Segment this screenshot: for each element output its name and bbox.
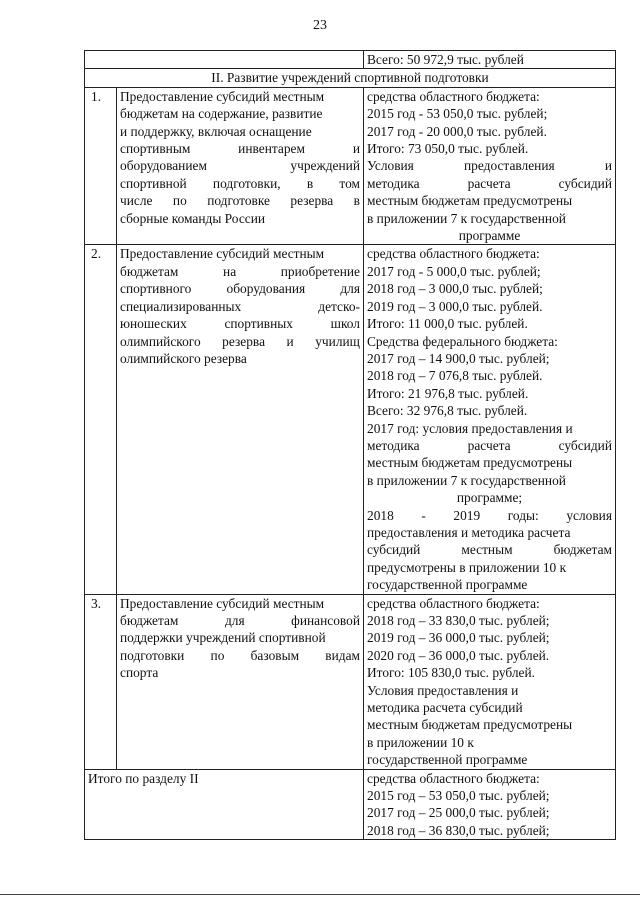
text-line: 2019 год – 36 000,0 тыс. рублей; (367, 630, 550, 646)
text-line: специализированных детско- (120, 298, 360, 314)
text-line: 2017 год – 14 900,0 тыс. рублей; (367, 350, 550, 366)
text-line: в приложении 7 к государственной (367, 472, 566, 488)
table-row (85, 87, 616, 245)
empty-cell (85, 51, 364, 69)
text-line: спортивным инвентарем и (120, 141, 360, 157)
text-line: Предоставление субсидий местным (120, 595, 325, 611)
section-title: II. Развитие учреждений спортивной подготовки (85, 69, 616, 87)
text-line: поддержки учреждений спортивной (120, 630, 326, 646)
text-line: государственной программе (367, 752, 528, 768)
text-line: 2018 год – 7 076,8 тыс. рублей. (367, 368, 543, 384)
text-line: 2017 год - 20 000,0 тыс. рублей. (367, 123, 547, 139)
text-line: оборудованием учреждений (120, 158, 360, 174)
text-line: 2018 - 2019 годы: условия (367, 507, 612, 523)
text-line: юношеских спортивных школ (120, 316, 360, 332)
text-line: Итого: 73 050,0 тыс. рублей. (367, 141, 529, 157)
text-line: предоставления и методика расчета (367, 524, 571, 540)
text-line: бюджетам на приобретение (120, 263, 360, 279)
row-number: 1. (85, 87, 117, 245)
text-line: числе по подготовке резерва в (120, 193, 360, 209)
text-line: предусмотрены в приложении 10 к (367, 559, 567, 575)
text-line: бюджетам для финансовой (120, 613, 360, 628)
text-line: Итого: 105 830,0 тыс. рублей. (367, 665, 536, 681)
text-line: программе; (456, 490, 523, 506)
text-line: 2017 год: условия предоставления и (367, 420, 573, 436)
text-line: бюджетам на содержание, развитие (120, 106, 323, 122)
page-number: 23 (313, 18, 327, 33)
section-header-row (85, 69, 616, 87)
text-line: средства областного бюджета: (367, 770, 540, 786)
text-line: олимпийского резерва (120, 350, 247, 366)
text-line: 2015 год – 53 050,0 тыс. рублей; (367, 788, 550, 804)
text-line: спортивного оборудования для (120, 281, 360, 297)
section-total-row (85, 769, 616, 840)
table-row (85, 594, 616, 769)
funding-cell (364, 594, 616, 769)
text-line: 2017 год - 5 000,0 тыс. рублей; (367, 263, 541, 279)
text-line: 2018 год – 33 830,0 тыс. рублей; (367, 613, 550, 628)
text-line: подготовки по базовым видам (120, 647, 360, 663)
measure-name (117, 594, 364, 769)
text-line: методика расчета субсидий (367, 700, 523, 716)
text-line: местным бюджетам предусмотрены (367, 455, 573, 471)
text-line: спорта (120, 665, 159, 681)
text-line: 2015 год - 53 050,0 тыс. рублей; (367, 106, 548, 122)
text-line: Предоставление субсидий местным (120, 88, 325, 104)
measure-name (117, 245, 364, 594)
text-line: Предоставление субсидий местным (120, 246, 325, 262)
text-line: средства областного бюджета: (367, 88, 540, 104)
table-row (85, 245, 616, 594)
text-line: в приложении 10 к (367, 734, 474, 750)
section-total-label: Итого по разделу II (85, 769, 364, 840)
row-number: 3. (85, 594, 117, 769)
text-line: 2019 год – 3 000,0 тыс. рублей. (367, 298, 543, 314)
top-total-cell: Всего: 50 972,9 тыс. рублей (364, 51, 616, 69)
text-line: средства областного бюджета: (367, 246, 540, 262)
text-line: Средства федерального бюджета: (367, 333, 558, 349)
text-line: 2017 год – 25 000,0 тыс. рублей; (367, 805, 550, 821)
text-line: Итого: 21 976,8 тыс. рублей. (367, 385, 529, 401)
program-table (84, 50, 616, 840)
text-line: методика расчета субсидий (367, 437, 612, 453)
funding-cell (364, 87, 616, 245)
funding-cell (364, 769, 616, 840)
text-line: сборные команды России (120, 210, 266, 226)
text-line: программе (458, 228, 521, 244)
text-line: в приложении 7 к государственной (367, 210, 566, 226)
text-line: 2018 год – 36 830,0 тыс. рублей; (367, 822, 550, 838)
text-line: 2020 год – 36 000,0 тыс. рублей. (367, 647, 550, 663)
text-line: Условия предоставления и (367, 682, 519, 698)
row-number: 2. (85, 245, 117, 594)
text-line: Условия предоставления и (367, 158, 612, 174)
page-edge-line (0, 894, 640, 895)
text-line: государственной программе (367, 577, 528, 593)
text-line: спортивной подготовки, в том (120, 175, 360, 191)
measure-name (117, 87, 364, 245)
text-line: Всего: 32 976,8 тыс. рублей. (367, 403, 528, 419)
text-line: методика расчета субсидий (367, 175, 612, 191)
text-line: местным бюджетам предусмотрены (367, 717, 573, 733)
text-line: 2018 год – 3 000,0 тыс. рублей; (367, 281, 543, 297)
top-total-row (85, 51, 616, 69)
text-line: олимпийского резерва и училищ (120, 333, 360, 349)
text-line: субсидий местным бюджетам (367, 542, 612, 558)
text-line: местным бюджетам предусмотрены (367, 193, 573, 209)
text-line: средства областного бюджета: (367, 595, 540, 611)
text-line: и поддержку, включая оснащение (120, 123, 312, 139)
funding-cell (364, 245, 616, 594)
text-line: Итого: 11 000,0 тыс. рублей. (367, 316, 528, 332)
